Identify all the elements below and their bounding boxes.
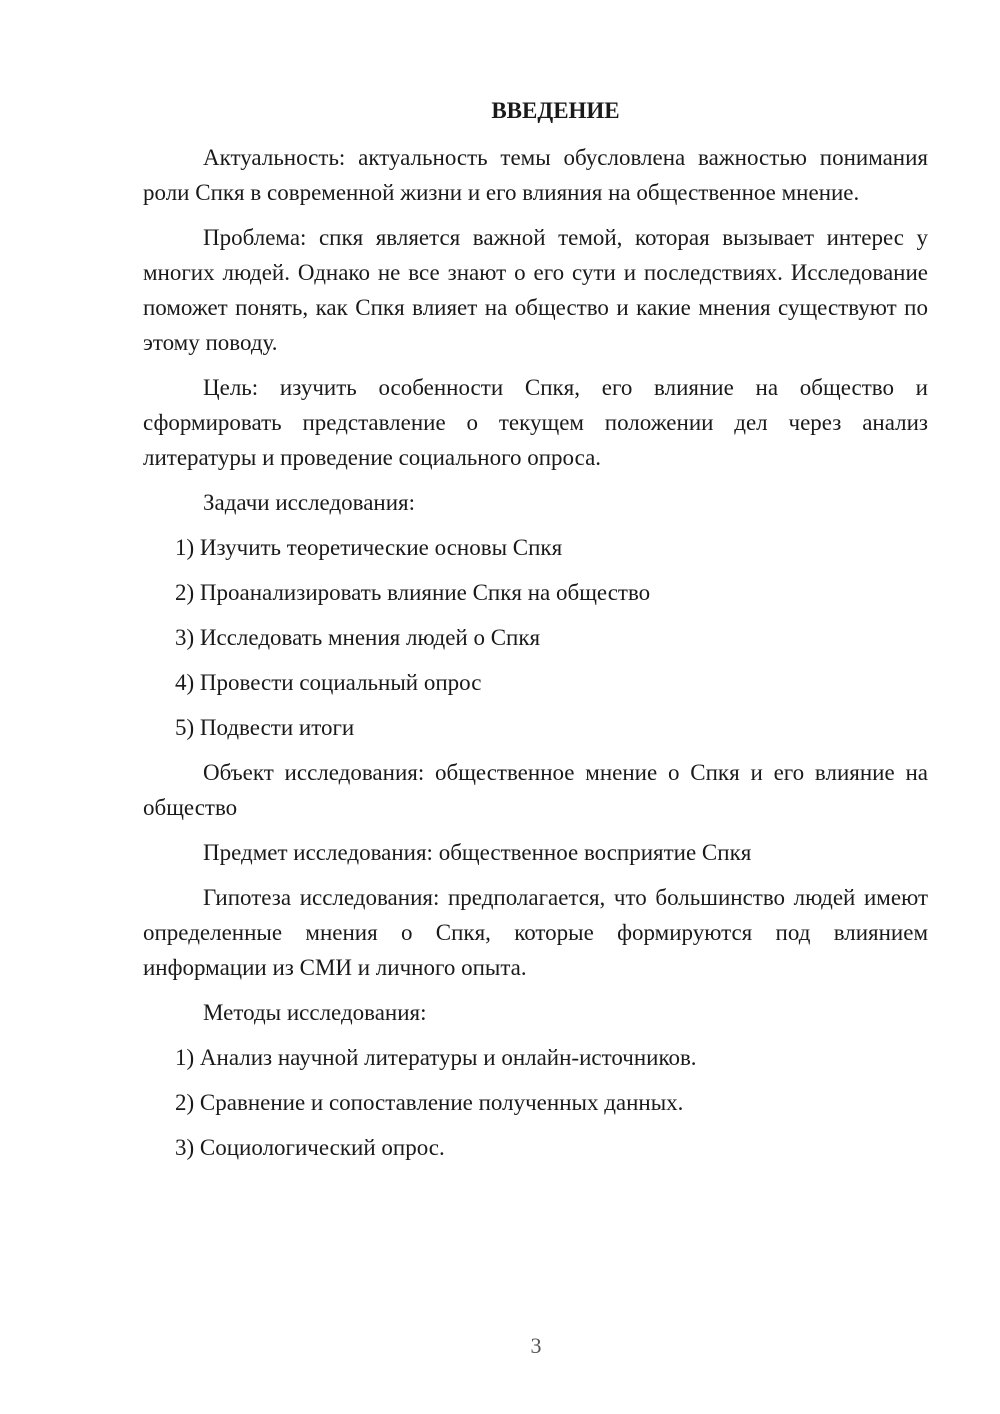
methods-list [143,1040,928,1165]
tasks-list [143,530,928,745]
list-item: 2) Сравнение и сопоставление полученных данных. [175,1090,684,1115]
subject-paragraph: Предмет исследования: общественное восприятие Спкя [203,840,752,865]
list-item: 1) Анализ научной литературы и онлайн-источников. [175,1045,697,1070]
hypothesis-paragraph: Гипотеза исследования: предполагается, что большинство людей имеют определенные мнения о Спкя, которые формируются под влиянием информации из СМИ и личного опыта. [143,885,928,980]
object-paragraph: Объект исследования: общественное мнение о Спкя и его влияние на общество [143,760,928,820]
page-content [143,96,928,1175]
list-item: 1) Изучить теоретические основы Спкя [175,535,563,560]
list-item: 2) Проанализировать влияние Спкя на общество [175,580,651,605]
tasks-heading: Задачи исследования: [203,490,416,515]
page-title: ВВЕДЕНИЕ [491,98,620,123]
page-number: 3 [530,1333,542,1358]
problem-paragraph: Проблема: спкя является важной темой, которая вызывает интерес у многих людей. Однако не все знают о его сути и последствиях. Исследование поможет понять, как Спкя влияет на общество и какие мнения существуют по этому поводу. [143,225,928,355]
methods-heading: Методы исследования: [203,1000,427,1025]
goal-paragraph: Цель: изучить особенности Спкя, его влияние на общество и сформировать представление о текущем положении дел через анализ литературы и проведение социального опроса. [143,375,928,470]
list-item: 4) Провести социальный опрос [175,670,482,695]
list-item: 3) Исследовать мнения людей о Спкя [175,625,541,650]
relevance-paragraph: Актуальность: актуальность темы обусловлена важностью понимания роли Спкя в современной жизни и его влияния на общественное мнение. [143,145,928,205]
list-item: 5) Подвести итоги [175,715,355,740]
list-item: 3) Социологический опрос. [175,1135,445,1160]
